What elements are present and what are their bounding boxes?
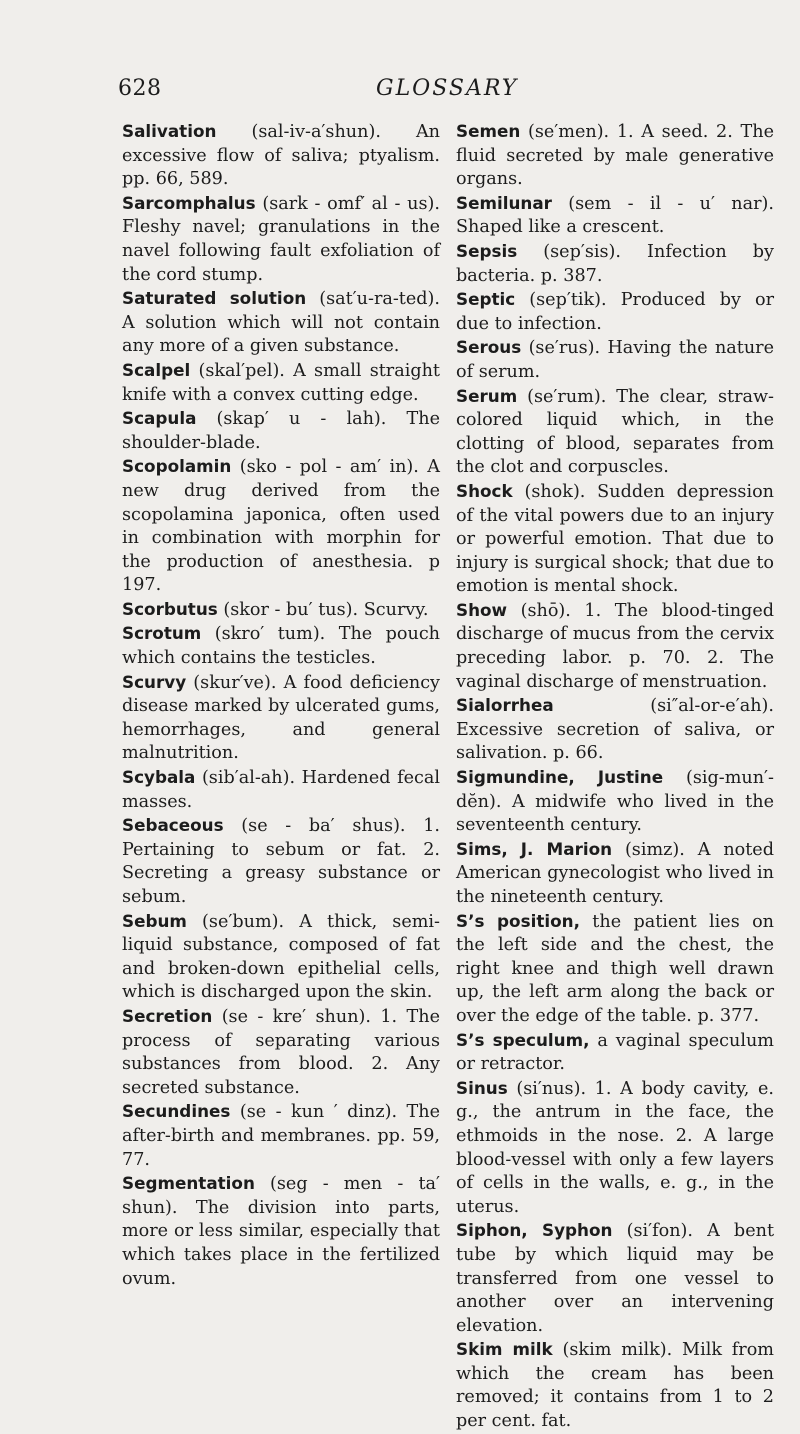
- glossary-definition: (se′bum). A thick, semi-liquid substance, composed of fat and broken-down epithelial cells, which is discharged upon the skin.: [122, 911, 440, 1003]
- glossary-entry: [122, 1172, 440, 1291]
- glossary-definition: (shok). Sudden depression of the vital powers due to an injury or powerful emotion. That due to injury is surgical shock; that due to emotion is mental shock.: [456, 481, 774, 597]
- glossary-entry: [122, 407, 440, 455]
- glossary-term: Septic: [456, 289, 516, 310]
- glossary-definition: (sib′al-ah). Hardened fecal masses.: [122, 768, 440, 812]
- glossary-definition: (sig-mun′-dĕn). A midwife who lived in the seventeenth century.: [456, 768, 774, 836]
- glossary-entry: [456, 1338, 774, 1433]
- glossary-term: Scorbutus: [122, 598, 218, 619]
- glossary-entry: [122, 622, 440, 670]
- glossary-term: Scrotum: [122, 623, 202, 644]
- glossary-entry: [456, 385, 774, 480]
- glossary-term: Semen: [456, 121, 521, 141]
- glossary-definition: (si″al-or-e′ah). Excessive secretion of saliva, or salivation. p. 66.: [456, 696, 774, 764]
- glossary-definition: (sko - pol - am′ in). A new drug derived from the scopolamina japonica, often used in combination with morphin for the production of anesthesia. p 197.: [122, 457, 440, 596]
- glossary-term: Sepsis: [456, 240, 518, 261]
- glossary-definition: (skro′ tum). The pouch which contains the testicles.: [122, 624, 440, 669]
- glossary-entry: [456, 480, 774, 599]
- glossary-entry: [456, 288, 774, 336]
- glossary-entry: [122, 192, 440, 287]
- glossary-entry: [122, 910, 440, 1005]
- glossary-term: Scalpel: [122, 359, 191, 380]
- glossary-entry: [456, 766, 774, 838]
- glossary-entry: [456, 599, 774, 694]
- glossary-entry: [456, 192, 774, 240]
- glossary-entry: [456, 694, 774, 766]
- glossary-entry: [122, 814, 440, 909]
- right-column: [456, 120, 774, 1434]
- glossary-definition: (skap′ u - lah). The shoulder-blade.: [122, 409, 440, 453]
- glossary-definition: the patient lies on the left side and the chest, the right knee and thigh well drawn up, the left arm along the back or over the edge of the table. p. 377.: [456, 911, 774, 1026]
- glossary-definition: (simz). A noted American gynecologist who lived in the nineteenth century.: [456, 839, 774, 907]
- glossary-entry: [122, 671, 440, 766]
- glossary-definition: (si′fon). A bent tube by which liquid may be transferred from one vessel to another over an intervening elevation.: [456, 1221, 775, 1336]
- glossary-definition: (se - kun ′ dinz). The after-birth and membranes. pp. 59, 77.: [122, 1102, 440, 1170]
- glossary-definition: a vaginal speculum or retractor.: [456, 1030, 774, 1075]
- glossary-term: Sebaceous: [122, 815, 224, 836]
- glossary-term: Scybala: [122, 767, 196, 788]
- glossary-entry: [456, 240, 774, 288]
- glossary-term: Skim milk: [456, 1339, 553, 1360]
- glossary-term: S’s position,: [456, 910, 580, 931]
- glossary-term: Sarcomphalus: [122, 192, 256, 213]
- glossary-definition: (sat′u-ra-ted). A solution which will not contain any more of a given substance.: [122, 289, 440, 357]
- glossary-definition: (se′rum). The clear, straw-colored liquid which, in the clotting of blood, separates from the clot and corpuscles.: [456, 386, 774, 478]
- glossary-definition: (se - kre′ shun). 1. The process of separating various substances from blood. 2. Any secreted substance.: [122, 1006, 440, 1098]
- glossary-entry: [456, 1219, 774, 1338]
- glossary-definition: (sep′sis). Infection by bacteria. p. 387.: [456, 241, 774, 286]
- glossary-definition: (si′nus). 1. A body cavity, e. g., the antrum in the face, the ethmoids in the nose. 2. A large blood-vessel with only a few layers of cells in the walls, e. g., in the uterus.: [456, 1078, 774, 1217]
- glossary-definition: (seg - men - ta′ shun). The division into parts, more or less similar, especially that which takes place in the fertilized ovum.: [122, 1174, 440, 1289]
- glossary-entry: [456, 1029, 774, 1077]
- glossary-term: Scurvy: [122, 671, 187, 692]
- glossary-entry: [122, 120, 440, 192]
- glossary-definition: (shō). 1. The blood-tinged discharge of mucus from the cervix preceding labor. p. 70. 2. The vaginal discharge of menstruation.: [456, 600, 774, 692]
- glossary-definition: (se - ba′ shus). 1. Pertaining to sebum or fat. 2. Secreting a greasy substance or sebum.: [122, 816, 440, 907]
- glossary-entry: [122, 1100, 440, 1172]
- glossary-definition: (se′rus). Having the nature of serum.: [456, 338, 774, 382]
- glossary-term: Saturated solution: [122, 288, 307, 309]
- glossary-entry: [456, 120, 774, 192]
- glossary-entry: [122, 287, 440, 359]
- glossary-term: Secretion: [122, 1005, 213, 1026]
- glossary-term: Semilunar: [456, 192, 552, 213]
- glossary-definition: (se′men). 1. A seed. 2. The fluid secreted by male generative organs.: [456, 122, 774, 190]
- glossary-entry: [122, 1005, 440, 1100]
- page-header: [0, 76, 800, 106]
- glossary-definition: (skor - bu′ tus). Scurvy.: [217, 599, 429, 620]
- glossary-term: Serous: [456, 337, 522, 358]
- glossary-term: Siphon, Syphon: [456, 1220, 613, 1241]
- glossary-term: Shock: [456, 480, 513, 501]
- glossary-term: Scapula: [122, 408, 197, 429]
- glossary-definition: (sark - omf′ al - us). Fleshy navel; granulations in the navel following fault exfoliation of the cord stump.: [122, 193, 440, 285]
- glossary-term: Scopolamin: [122, 456, 232, 477]
- glossary-entry: [456, 838, 774, 910]
- glossary-entry: [122, 766, 440, 814]
- glossary-term: Salivation: [122, 121, 217, 141]
- glossary-term: Sialorrhea: [456, 695, 554, 716]
- glossary-entry: [122, 598, 440, 623]
- glossary-entry: [122, 359, 440, 407]
- glossary-definition: (sal-iv-a′shun). An excessive flow of saliva; ptyalism. pp. 66, 589.: [122, 122, 440, 190]
- glossary-definition: (skim milk). Milk from which the cream has been removed; it contains from 1 to 2 per cent. fat.: [456, 1340, 774, 1432]
- glossary-term: Show: [456, 599, 508, 620]
- glossary-entry: [456, 910, 774, 1029]
- glossary-definition: (skal′pel). A small straight knife with a convex cutting edge.: [122, 360, 440, 405]
- glossary-entry: [456, 1077, 774, 1220]
- page-number: 628: [118, 76, 162, 101]
- left-column: [122, 120, 440, 1291]
- glossary-term: Sigmundine, Justine: [456, 767, 664, 788]
- glossary-term: Secundines: [122, 1101, 231, 1122]
- glossary-definition: (sep′tik). Produced by or due to infection.: [456, 290, 774, 334]
- glossary-definition: (sem - il - u′ nar). Shaped like a crescent.: [456, 193, 774, 238]
- glossary-term: Sims, J. Marion: [456, 838, 613, 859]
- glossary-term: Segmentation: [122, 1173, 255, 1194]
- glossary-term: Sinus: [456, 1077, 508, 1098]
- glossary-entry: [122, 455, 440, 598]
- glossary-entry: [456, 336, 774, 384]
- glossary-term: Sebum: [122, 910, 187, 931]
- glossary-term: S’s speculum,: [456, 1029, 590, 1050]
- running-head: GLOSSARY: [376, 76, 519, 101]
- glossary-definition: (skur′ve). A food deficiency disease marked by ulcerated gums, hemorrhages, and general malnutrition.: [122, 672, 440, 764]
- glossary-term: Serum: [456, 385, 518, 406]
